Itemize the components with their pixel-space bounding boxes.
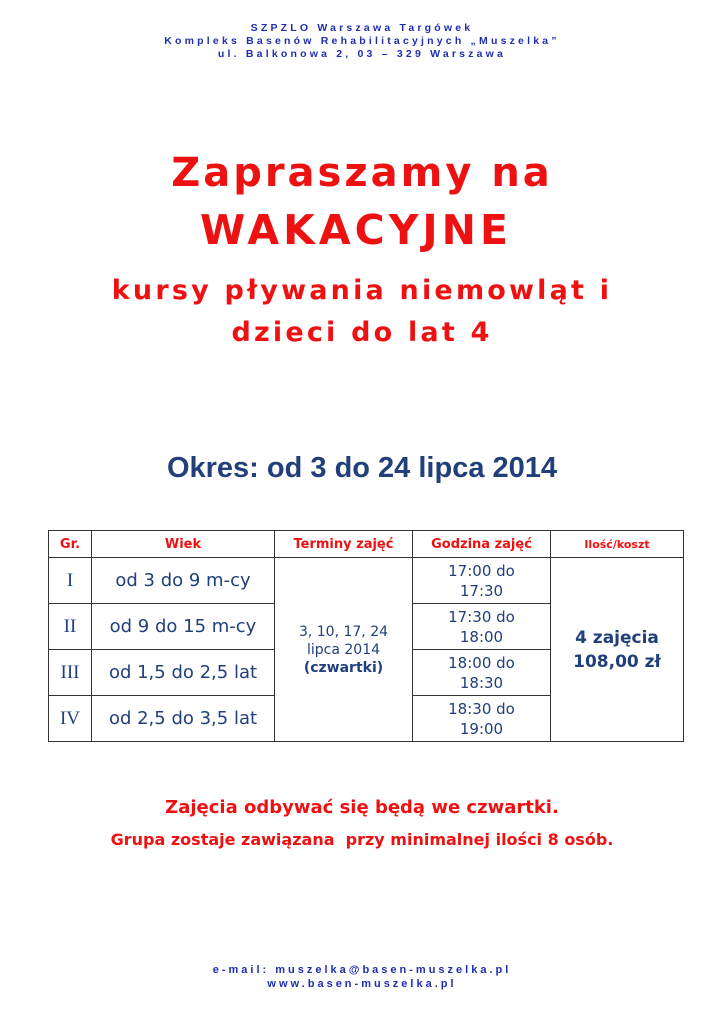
- header-line-facility: Kompleks Basenów Rehabilitacyjnych „Muszelka”: [164, 35, 560, 47]
- column-header-cost: Ilość/koszt: [551, 531, 684, 558]
- age-cell: od 1,5 do 2,5 lat: [92, 650, 275, 696]
- time-cell: [413, 696, 551, 742]
- note-schedule: Zajęcia odbywać się będą we czwartki.: [165, 797, 559, 818]
- time-start: 18:00 do: [448, 653, 515, 672]
- header-line-org: SZPZLO Warszawa Targówek: [250, 22, 474, 34]
- time-start: 17:30 do: [448, 607, 515, 626]
- period-heading: Okres: od 3 do 24 lipca 2014: [166, 452, 558, 484]
- table-row: [49, 558, 684, 604]
- dates-line2: lipca 2014: [306, 641, 381, 658]
- dates-cell: [275, 558, 413, 742]
- footer-email: e-mail: muszelka@basen-muszelka.pl: [212, 964, 512, 976]
- cost-sessions: 4 zajęcia: [575, 627, 659, 648]
- dates-line3: (czwartki): [303, 659, 384, 676]
- time-end: 18:00: [459, 627, 504, 646]
- schedule-table: [48, 530, 684, 742]
- group-cell: IV: [49, 696, 92, 742]
- age-cell: od 3 do 9 m-cy: [92, 558, 275, 604]
- cost-price: 108,00 zł: [573, 651, 661, 672]
- footer-website: www.basen-muszelka.pl: [267, 978, 457, 990]
- time-start: 17:00 do: [448, 561, 515, 580]
- time-end: 19:00: [459, 719, 504, 738]
- age-cell: od 9 do 15 m-cy: [92, 604, 275, 650]
- group-cell: I: [49, 558, 92, 604]
- time-cell: [413, 604, 551, 650]
- age-cell: od 2,5 do 3,5 lat: [92, 696, 275, 742]
- header-block: [0, 22, 724, 61]
- column-header-age: Wiek: [92, 531, 275, 558]
- headline-subtitle: [0, 270, 724, 354]
- column-header-dates: Terminy zajęć: [275, 531, 413, 558]
- table-header-row: [49, 531, 684, 558]
- header-line-address: ul. Balkonowa 2, 03 – 329 Warszawa: [217, 48, 507, 60]
- group-cell: III: [49, 650, 92, 696]
- column-header-group: Gr.: [49, 531, 92, 558]
- headline-invite: Zapraszamy na: [171, 150, 553, 196]
- note-minimum-group: Grupa zostaje zawiązana przy minimalnej ilości 8 osób.: [110, 830, 614, 849]
- headline-subtitle-line1: kursy pływania niemowląt i: [111, 275, 613, 306]
- time-end: 18:30: [459, 673, 504, 692]
- headline-summer: WAKACYJNE: [200, 206, 512, 254]
- column-header-time: Godzina zajęć: [413, 531, 551, 558]
- time-end: 17:30: [459, 581, 504, 600]
- time-cell: [413, 650, 551, 696]
- headline-subtitle-line2: dzieci do lat 4: [231, 317, 493, 348]
- footer-block: [0, 963, 724, 991]
- dates-line1: 3, 10, 17, 24: [298, 623, 389, 640]
- time-start: 18:30 do: [448, 699, 515, 718]
- cost-cell: [551, 558, 684, 742]
- group-cell: II: [49, 604, 92, 650]
- time-cell: [413, 558, 551, 604]
